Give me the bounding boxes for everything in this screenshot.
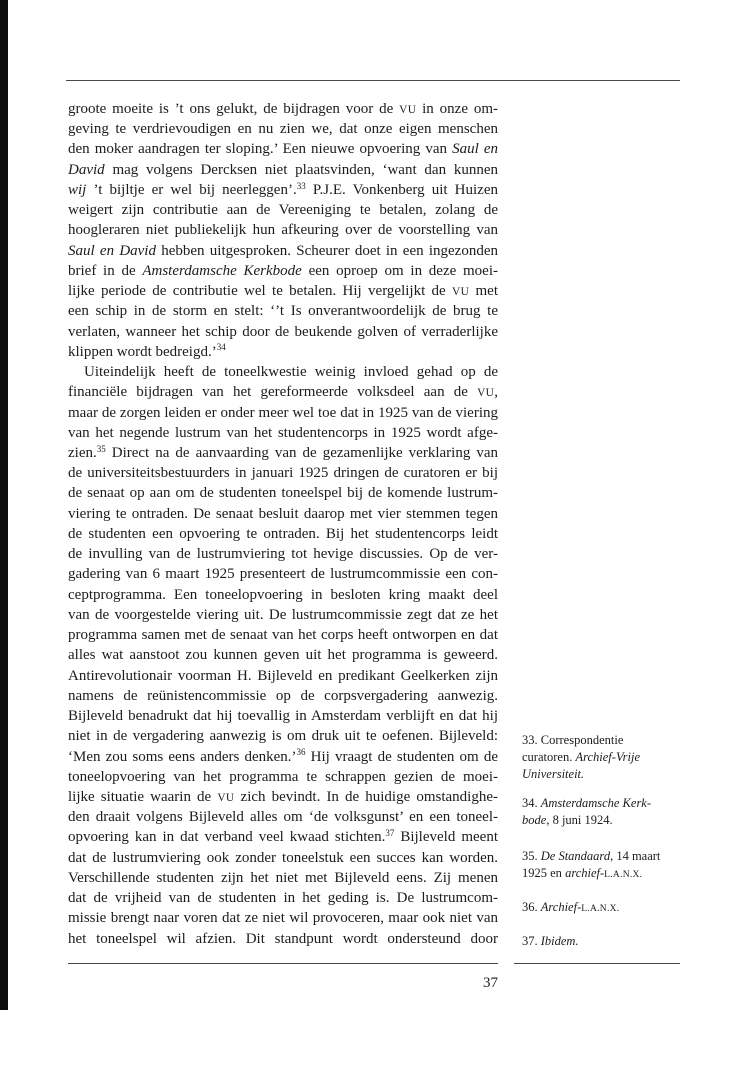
text-run: zich bevindt. In de huidige omstandighe- [234, 788, 498, 805]
text-run: met [469, 283, 498, 300]
italic-text: Universiteit. [522, 767, 585, 781]
text-run: de senaat op aan om de studenten toneelspel bij de komende lustrum- [68, 485, 498, 502]
text-run: de studenten een opvoering te ontraden. Bij het studentencorps leidt [68, 525, 498, 542]
text-run: 1925 en [522, 866, 566, 880]
scan-edge-shadow [0, 0, 8, 1010]
small-caps-text: VU [452, 286, 470, 299]
small-caps-text: VU [477, 387, 495, 400]
text-run: 35. [522, 849, 541, 863]
text-line [68, 180, 498, 200]
text-line [68, 848, 498, 868]
text-run: toneelopvoering van het programma te schrappen gezien de moei- [68, 768, 498, 785]
italic-text: Archief-Vrije [575, 750, 641, 764]
text-run: ’t bijltje er wel bij neerleggen’. [86, 181, 297, 198]
text-line [68, 160, 498, 180]
text-run: dat de lustrumviering ook zonder toneelstuk een succes kan worden. [68, 849, 498, 866]
footnote-35 [522, 848, 692, 882]
text-run: ceptprogramma. Een toneelopvoering in besloten kring maakt deel [68, 586, 498, 603]
text-run: een oproep om in deze moei- [301, 262, 498, 279]
text-line [68, 888, 498, 908]
text-run: Uiteindelijk heeft de toneelkwestie weinig invloed gehad op de [84, 364, 498, 381]
text-run: in onze om- [416, 101, 498, 117]
text-run: maar de zorgen leiden er onder meer wel toe dat in 1925 van de viering [68, 404, 498, 421]
text-line [68, 119, 498, 139]
footnote-line [522, 865, 692, 882]
text-run: Bijleveld meent [394, 829, 498, 846]
footnote-line [522, 795, 692, 812]
text-line [68, 666, 498, 686]
text-column-bottom-rule [68, 963, 498, 964]
footnote-line [522, 899, 692, 916]
text-run: het toneelspel wil afzien. Dit standpunt wordt ondersteund door [68, 930, 498, 947]
text-line [68, 706, 498, 726]
text-run: van de voorgestelde viering uit. De lustrumcommissie zegt dat ze het [68, 606, 498, 623]
text-line [68, 382, 498, 402]
text-line [68, 747, 498, 767]
text-run: programma samen met de senaat van het corps heeft ontworpen en dat [68, 627, 498, 644]
text-run: mag volgens Dercksen niet plaatsvinden, ‘want dan kunnen [104, 161, 498, 178]
text-run: namens de reünistencommissie op de corpsvergadering aanwezig. [68, 687, 498, 704]
paragraph-first-line [68, 362, 498, 382]
footnote-34 [522, 795, 692, 829]
footnote-line [522, 933, 692, 950]
text-line [68, 807, 498, 827]
footnote-line [522, 749, 692, 766]
text-line [68, 483, 498, 503]
text-run: alles wat aanstoot zou kunnen geven uit het programma is geweerd. [68, 647, 498, 664]
text-line [68, 645, 498, 665]
text-run: de invulling van de lustrumviering tot hevige discussies. Op de ver- [68, 546, 498, 563]
text-run: klippen wordt bedreigd.’ [68, 343, 217, 360]
text-line [68, 908, 498, 928]
footnote-ref: 36 [296, 747, 306, 758]
italic-text: De Standaard [540, 849, 611, 863]
text-run: Bijleveld benadrukt dat hij toevallig in Amsterdam verblijft en dat hij [68, 708, 498, 725]
text-line [68, 200, 498, 220]
footnote-33 [522, 732, 692, 783]
text-run: 34. [522, 796, 541, 810]
text-run: 37. [522, 934, 541, 948]
paragraph-last-line [68, 342, 498, 362]
text-line [68, 625, 498, 645]
text-run: financiële bijdragen van het gereformeerde volksdeel aan de [68, 384, 478, 401]
text-run: van het negende lustrum van het studentencorps in 1925 wordt afge- [68, 424, 498, 441]
text-run: den draait volgens Bijleveld alles om ‘de volksgunst’ en een toneel- [68, 809, 498, 826]
text-run: Verschillende studenten zijn het niet met Bijleveld eens. Zij menen [68, 869, 498, 886]
text-line [68, 241, 498, 261]
text-line [68, 261, 498, 281]
text-line [68, 544, 498, 564]
italic-text: Saul en David [68, 242, 156, 259]
footnote-36 [522, 899, 692, 916]
text-run: weigert zijn contributie aan de Vereeniging te betalen, zolang de [68, 202, 498, 219]
text-line [68, 99, 498, 119]
text-run: viering te ontraden. De senaat besluit daarop met vier stemmen tegen [68, 505, 498, 522]
text-line [68, 524, 498, 544]
text-line [68, 787, 498, 807]
header-rule [66, 80, 680, 81]
footnote-ref: 34 [216, 342, 226, 353]
italic-text: Saul en [452, 141, 499, 158]
footnote-ref: 37 [385, 828, 395, 839]
text-run: groote moeite is ’t ons gelukt, de bijdragen voor de [68, 101, 400, 117]
text-line [68, 220, 498, 240]
small-caps-text: VU [399, 104, 417, 116]
text-run: 36. [522, 900, 541, 914]
text-line [68, 585, 498, 605]
footnote-line [522, 766, 692, 783]
text-run: lijke periode de contributie wel te betalen. Hij vergelijkt de [68, 283, 453, 300]
text-run: lijke situatie waarin de [68, 788, 218, 805]
text-run: , 14 maart [610, 849, 661, 863]
footnote-ref: 33 [296, 180, 306, 191]
text-line [68, 564, 498, 584]
footnote-line [522, 848, 692, 865]
text-run: zien. [68, 444, 97, 461]
small-caps-text: L.A.N.X. [604, 870, 643, 880]
text-run: de universiteitsbestuurders in januari 1925 dringen de curatoren er bij [68, 465, 498, 482]
italic-text: Ibidem. [540, 934, 579, 948]
text-run: Hij vraagt de studenten om de [305, 748, 498, 765]
text-run: hoogleraren niet publiekelijk hun afkeuring over de voorstelling van [68, 222, 498, 239]
text-run: curatoren. [522, 750, 576, 764]
text-line [68, 605, 498, 625]
text-line [68, 929, 498, 949]
text-run: dat de vrijheid van de studenten in het geding is. De lustrumcom- [68, 890, 498, 907]
italic-text: Archief- [540, 900, 582, 914]
text-run: den moker aandragen ter sloping.’ Een nieuwe opvoering van [68, 141, 453, 158]
text-run: een schip in de storm en stelt: ‘’t Is onverantwoordelijk de brug te [68, 303, 498, 320]
text-line [68, 423, 498, 443]
footnote-line [522, 732, 692, 749]
text-line [68, 301, 498, 321]
footnote-37 [522, 933, 692, 950]
text-line [68, 827, 498, 847]
text-run: niet in de vergadering aanwezig is om druk uit te oefenen. Bijleveld: [68, 728, 498, 745]
text-line [68, 281, 498, 301]
main-text-column [68, 99, 498, 949]
text-run: Antirevolutionair voorman H. Bijleveld en predikant Geelkerken zijn [68, 667, 498, 684]
italic-text: bode [522, 813, 547, 827]
text-run: gadering van 6 maart 1925 presenteert de lustrumcommissie een con- [68, 566, 498, 583]
italic-text: Amsterdamsche Kerkbode [142, 262, 302, 279]
text-line [68, 504, 498, 524]
italic-text: David [68, 161, 105, 178]
text-line [68, 443, 498, 463]
italic-text: archief- [565, 866, 605, 880]
text-run: Direct na de aanvaarding van de gezamenlijke verklaring van [105, 444, 498, 461]
text-run: P.J.E. Vonkenberg uit Huizen [305, 181, 498, 198]
text-run: opvoering kan in dat verband veel kwaad stichten. [68, 829, 386, 846]
text-line [68, 726, 498, 746]
text-run: , 8 juni 1924. [546, 813, 613, 827]
text-run: ‘Men zou soms eens anders denken.’ [68, 748, 297, 765]
text-run: 33. Correspondentie [522, 733, 624, 747]
text-run: , [494, 384, 498, 401]
small-caps-text: L.A.N.X. [581, 904, 620, 914]
text-line [68, 767, 498, 787]
text-line [68, 463, 498, 483]
small-caps-text: VU [217, 791, 235, 804]
footnote-line [522, 812, 692, 829]
text-line [68, 403, 498, 423]
footnote-ref: 35 [96, 443, 106, 454]
text-run: brief in de [68, 262, 143, 279]
italic-text: Amsterdamsche Kerk- [540, 796, 652, 810]
text-run: geving te verdrievoudigen en nu zien we, dat onze eigen menschen [68, 121, 498, 138]
text-run: hebben uitgesproken. Scheurer doet in een ingezonden [155, 242, 499, 259]
text-run: verlaten, wanneer het schip door de beukende golven of verraderlijke [68, 323, 498, 340]
text-run: missie brengt naar voren dat ze niet wil provoceren, maar ook niet van [68, 910, 498, 927]
text-line [68, 868, 498, 888]
footnote-bottom-rule [514, 963, 680, 964]
italic-text: wij [68, 181, 87, 198]
text-line [68, 686, 498, 706]
text-line [68, 139, 498, 159]
text-line [68, 322, 498, 342]
page-number: 37 [483, 975, 498, 991]
